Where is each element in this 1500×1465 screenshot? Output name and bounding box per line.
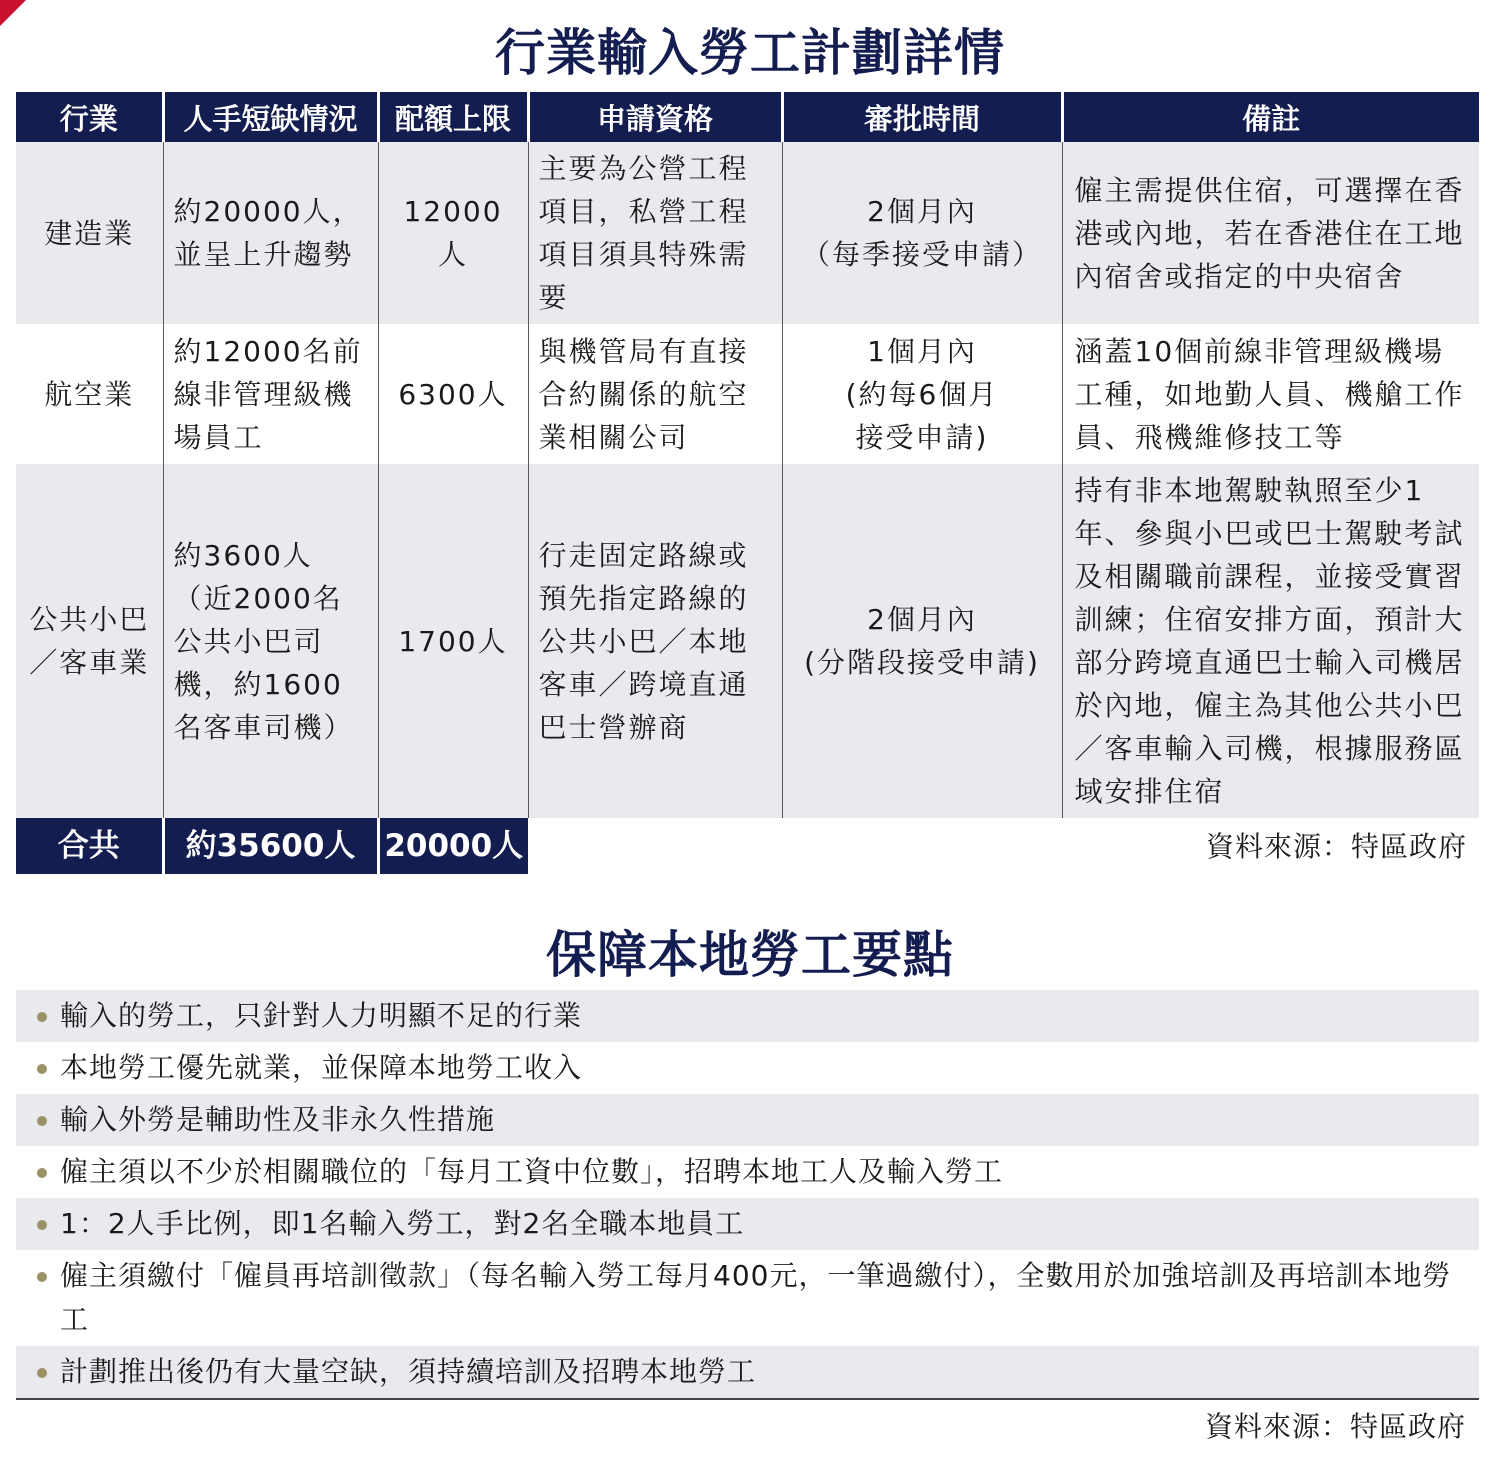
cell-quota: 12000人	[378, 142, 528, 324]
header-eligibility: 申請資格	[528, 92, 782, 142]
cell-eligibility: 行走固定路線或預先指定路線的公共小巴／本地客車／跨境直通巴士營辦商	[528, 464, 782, 818]
corner-accent	[0, 0, 26, 26]
bullet-icon	[37, 1168, 47, 1178]
bullet-icon	[37, 1272, 47, 1282]
total-quota: 20000人	[378, 818, 528, 874]
cell-industry: 建造業	[16, 142, 163, 324]
list-item	[16, 1146, 1479, 1198]
total-label: 合共	[16, 818, 163, 874]
bullet-icon	[37, 1116, 47, 1126]
cell-quota: 6300人	[378, 324, 528, 464]
point-text: 本地勞工優先就業，並保障本地勞工收入	[60, 1051, 583, 1084]
point-text: 僱主須以不少於相關職位的「每月工資中位數」，招聘本地工人及輸入勞工	[60, 1155, 1004, 1188]
points-list	[16, 990, 1479, 1400]
bullet-icon	[37, 1064, 47, 1074]
cell-remarks: 涵蓋10個前線非管理級機場工種，如地勤人員、機艙工作員、飛機維修技工等	[1062, 324, 1479, 464]
table-source: 資料來源：特區政府	[528, 818, 1479, 874]
approval-line: 2個月內	[867, 195, 977, 228]
cell-quota: 1700人	[378, 464, 528, 818]
cell-shortage: 約20000人，並呈上升趨勢	[163, 142, 378, 324]
header-remarks: 備註	[1062, 92, 1479, 142]
cell-shortage: 約3600人（近2000名公共小巴司機，約1600名客車司機）	[163, 464, 378, 818]
bullet-icon	[37, 1220, 47, 1230]
approval-line: 2個月內	[867, 603, 977, 636]
approval-line: 1個月內	[867, 334, 977, 368]
points-title: 保障本地勞工要點	[546, 926, 954, 984]
cell-eligibility: 與機管局有直接合約關係的航空業相關公司	[528, 324, 782, 464]
cell-industry: 公共小巴／客車業	[16, 464, 163, 818]
cell-eligibility: 主要為公營工程項目，私營工程項目須具特殊需要	[528, 142, 782, 324]
point-text: 輸入外勞是輔助性及非永久性措施	[60, 1103, 496, 1136]
cell-shortage: 約12000名前線非管理級機場員工	[163, 324, 378, 464]
cell-approval	[782, 142, 1062, 324]
cell-approval	[782, 464, 1062, 818]
cell-remarks: 僱主需提供住宿，可選擇在香港或內地，若在香港住在工地內宿舍或指定的中央宿舍	[1062, 142, 1479, 324]
table-row	[16, 464, 1479, 818]
list-item	[16, 1042, 1479, 1094]
point-text: 1：2人手比例，即1名輸入勞工，對2名全職本地員工	[60, 1207, 745, 1240]
cell-industry: 航空業	[16, 324, 163, 464]
list-item	[16, 1250, 1479, 1346]
point-text: 僱主須繳付「僱員再培訓徵款」（每名輸入勞工每月400元，一筆過繳付），全數用於加強培訓及再培訓本地勞工	[60, 1259, 1452, 1336]
header-shortage: 人手短缺情況	[163, 92, 378, 142]
header-row	[16, 92, 1479, 142]
list-item	[16, 1094, 1479, 1146]
cell-remarks: 持有非本地駕駛執照至少1年、參與小巴或巴士駕駛考試及相關職前課程，並接受實習訓練；住宿安排方面，預計大部分跨境直通巴士輸入司機居於內地，僱主為其他公共小巴／客車輸入司機，根據服務區域安排住宿	[1062, 464, 1479, 818]
table-row	[16, 324, 1479, 464]
labour-scheme-table	[16, 92, 1479, 874]
list-item	[16, 990, 1479, 1042]
approval-line: 接受申請)	[855, 420, 989, 454]
bullet-icon	[37, 1368, 47, 1378]
total-shortage: 約35600人	[163, 818, 378, 874]
bullet-icon	[37, 1012, 47, 1022]
table-title: 行業輸入勞工計劃詳情	[495, 24, 1005, 82]
table-row	[16, 142, 1479, 324]
point-text: 輸入的勞工，只針對人力明顯不足的行業	[60, 999, 583, 1032]
list-item	[16, 1346, 1479, 1398]
list-item	[16, 1198, 1479, 1250]
header-industry: 行業	[16, 92, 163, 142]
approval-line: (約每6個月	[845, 377, 999, 411]
cell-approval	[782, 324, 1062, 464]
header-approval: 審批時間	[782, 92, 1062, 142]
points-source: 資料來源：特區政府	[1204, 1410, 1466, 1443]
point-text: 計劃推出後仍有大量空缺，須持續培訓及招聘本地勞工	[60, 1355, 757, 1388]
approval-line: （每季接受申請）	[801, 238, 1042, 271]
header-quota: 配額上限	[378, 92, 528, 142]
total-row	[16, 818, 1479, 874]
approval-line: (分階段接受申請)	[804, 646, 1040, 679]
